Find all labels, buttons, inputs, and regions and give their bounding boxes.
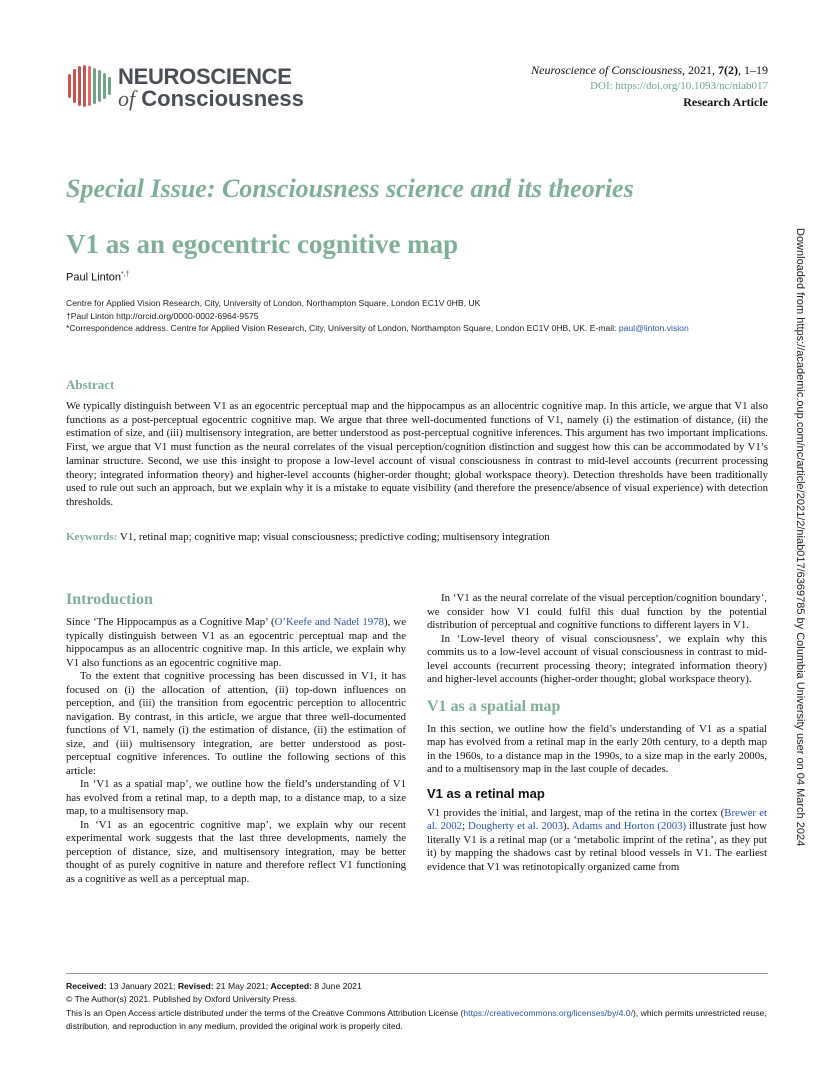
article-type: Research Article [683,95,768,109]
logo-of: of [118,86,136,111]
text-span: Since ‘The Hippocampus as a Cognitive Map’ ( [66,616,275,628]
keywords [66,530,768,544]
author-marks[interactable]: *,† [121,271,130,278]
dates-line [66,980,768,993]
accepted-date: 8 June 2021 [312,981,362,991]
citation-pages: , 1–19 [738,63,768,77]
email-link[interactable]: paul@linton.vision [618,323,689,333]
article-title: V1 as an egocentric cognitive map [66,229,459,259]
orcid-line: †Paul Linton http://orcid.org/0000-0002-6964-9575 [66,310,259,321]
paragraph: In ‘V1 as an egocentric cognitive map’, we explain why our recent experimental work suggests that the last three developments, namely the perception of distance, size, and multisensory integration, may be better thought of as purely cognitive in nature and therefore reflect V1 functioning as a cognitive as well as a perceptual map. [66,818,406,885]
abstract-heading: Abstract [66,377,115,392]
paragraph: In ‘V1 as a spatial map’, we outline how the field’s understanding of V1 has evolved from a retinal map, to a depth map, to a distance map, to a size map, to a multisensory map. [66,778,406,817]
doi-link[interactable]: DOI: https://doi.org/10.1093/nc/niab017 [590,80,768,92]
footer [66,980,768,1033]
paragraph: In this section, we outline how the field’s understanding of V1 as a spatial map has evolved from a retinal map in the early 20th century, to a depth map in the 1960s, to a distance map in the 1990s, to a size map in the early 2000s, and to a multisensory map in the last couple of decades. [427,722,767,775]
paragraph: In ‘Low-level theory of visual consciousness’, we explain why this commits us to a low-level account of visual consciousness in contrast to mid-level accounts (recurrent processing theory; integrated information theory) and higher-level accounts (higher-order thought; global workspace theory). [427,632,767,685]
paragraph [427,807,767,875]
citation-link[interactable]: O’Keefe and Nadel 1978 [274,616,384,628]
paragraph [66,616,406,670]
received-date: 13 January 2021; [106,981,178,991]
paragraph: To the extent that cognitive processing has been discussed in V1, it has focused on (i) the allocation of attention, (ii) top-down influences on perception, and (iii) the transition from egocentric perception to allocentric navigation. By contrast, in this article, we argue that three well-documented functions of V1, namely (i) the estimation of distance, (ii) the estimation of size, and (iii) multisensory integration, are better understood as post-perceptual cognitive inferences. To outline the following sections of this article: [66,670,406,777]
license-line [66,1007,768,1034]
correspondence-text: *Correspondence address. Centre for Applied Vision Research, City, University of London, Northampton Square, London EC1V 0HB, UK. E-mail: [66,323,619,333]
revised-label: Revised: [177,981,214,991]
body-column-right [427,592,767,874]
text-span: illustrate just how literally V1 is a retinal map (or a ‘metabolic imprint of the retina’, as they put it) by mapping the shadows cast by retinal blood vessels in V1. The earliest evidence that V1 was retinotopically organized came from [427,820,767,873]
logo-consciousness: Consciousness [141,86,304,111]
revised-date: 21 May 2021; [213,981,271,991]
affiliations [66,297,766,335]
journal-logo [66,62,306,112]
logo-wordmark-line1: NEUROSCIENCE [118,64,292,89]
text-span: V1 provides the initial, and largest, map of the retina in the cortex ( [427,806,725,819]
author-name: Paul Linton [66,271,122,284]
text-span: ), we typically distinguish between V1 as an egocentric perceptual map and the hippocampus as an allocentric cognitive map. In this article, we explain why V1 also functions as an egocentric cognitive map. [66,616,406,669]
citation-year: , 2021, [682,63,718,77]
retinal-map-heading: V1 as a retinal map [427,785,545,801]
author [66,271,130,284]
special-issue-heading: Special Issue: Consciousness science and its theories [66,174,634,203]
text-span: ; [462,820,469,832]
journal-name: Neuroscience of Consciousness [531,63,682,77]
copyright-line: © The Author(s) 2021. Published by Oxford University Press. [66,994,298,1005]
license-text: This is an Open Access article distributed under the terms of the Creative Commons Attribution License ( [66,1007,464,1018]
received-label: Received: [66,981,107,991]
correspondence-line [66,322,766,335]
keywords-text: V1, retinal map; cognitive map; visual consciousness; predictive coding; multisensory integration [117,531,550,543]
download-watermark: Downloaded from https://academic.oup.com/nc/article/2021/2/niab017/6369785 by Columbia University user on 04 March 2024 [794,228,806,847]
keywords-label: Keywords: [66,531,118,543]
license-text: ), which permits unrestricted reuse, distribution, and reproduction in any medium, provided the original work is properly cited. [66,1007,767,1031]
citation-link[interactable]: Dougherty et al. 2003 [468,820,563,832]
spatial-map-heading: V1 as a spatial map [427,697,561,715]
license-link[interactable]: https://creativecommons.org/licenses/by/4.0/ [463,1007,633,1018]
body-column-left [66,590,406,886]
logo-wordmark-line2 [118,86,304,112]
accepted-label: Accepted: [270,981,313,991]
paragraph: In ‘V1 as the neural correlate of the visual perception/cognition boundary’, we consider how V1 could fulfil this dual function by the potential distribution of perceptual and cognitive functions to different layers in V1. [427,592,767,631]
text-span: ). [562,820,572,832]
abstract-body: We typically distinguish between V1 as an egocentric perceptual map and the hippocampus as an allocentric cognitive map. In this article, we argue that V1 also functions as a post-perceptual egocentric cognitive map. We argue that three well-documented functions of V1, namely (i) the estimation of distance, (ii) the estimation of size, and (iii) multisensory integration, are better understood as post-perceptual cognitive inferences. This argument has two important implications. First, we argue that V1 must function as the neural correlates of the visual perception/cognition distinction and suggest how this can be accommodated by V1’s laminar structure. Second, we use this insight to propose a low-level account of visual consciousness in contrast to mid-level accounts (recurrent processing theory; integrated information theory) and higher-level accounts (higher-order thought; global workspace theory). Detection thresholds have been traditionally used to rule out such an approach, but we explain why it is a mistake to equate visibility (and therefore the presence/absence of visual experience) with detection thresholds. [66,400,768,508]
citation-link[interactable]: Adams and Horton (2003) [571,820,687,832]
journal-info [531,62,768,110]
footer-divider [66,973,768,974]
citation-volume: 7(2) [718,63,738,77]
affiliation-line: Centre for Applied Vision Research, City, University of London, Northampton Square, London EC1V 0HB, UK [66,298,481,308]
brain-logo-icon [66,64,116,108]
citation [531,62,768,78]
introduction-heading: Introduction [66,591,153,608]
citation-link[interactable]: Brewer et al. 2002 [427,806,768,832]
